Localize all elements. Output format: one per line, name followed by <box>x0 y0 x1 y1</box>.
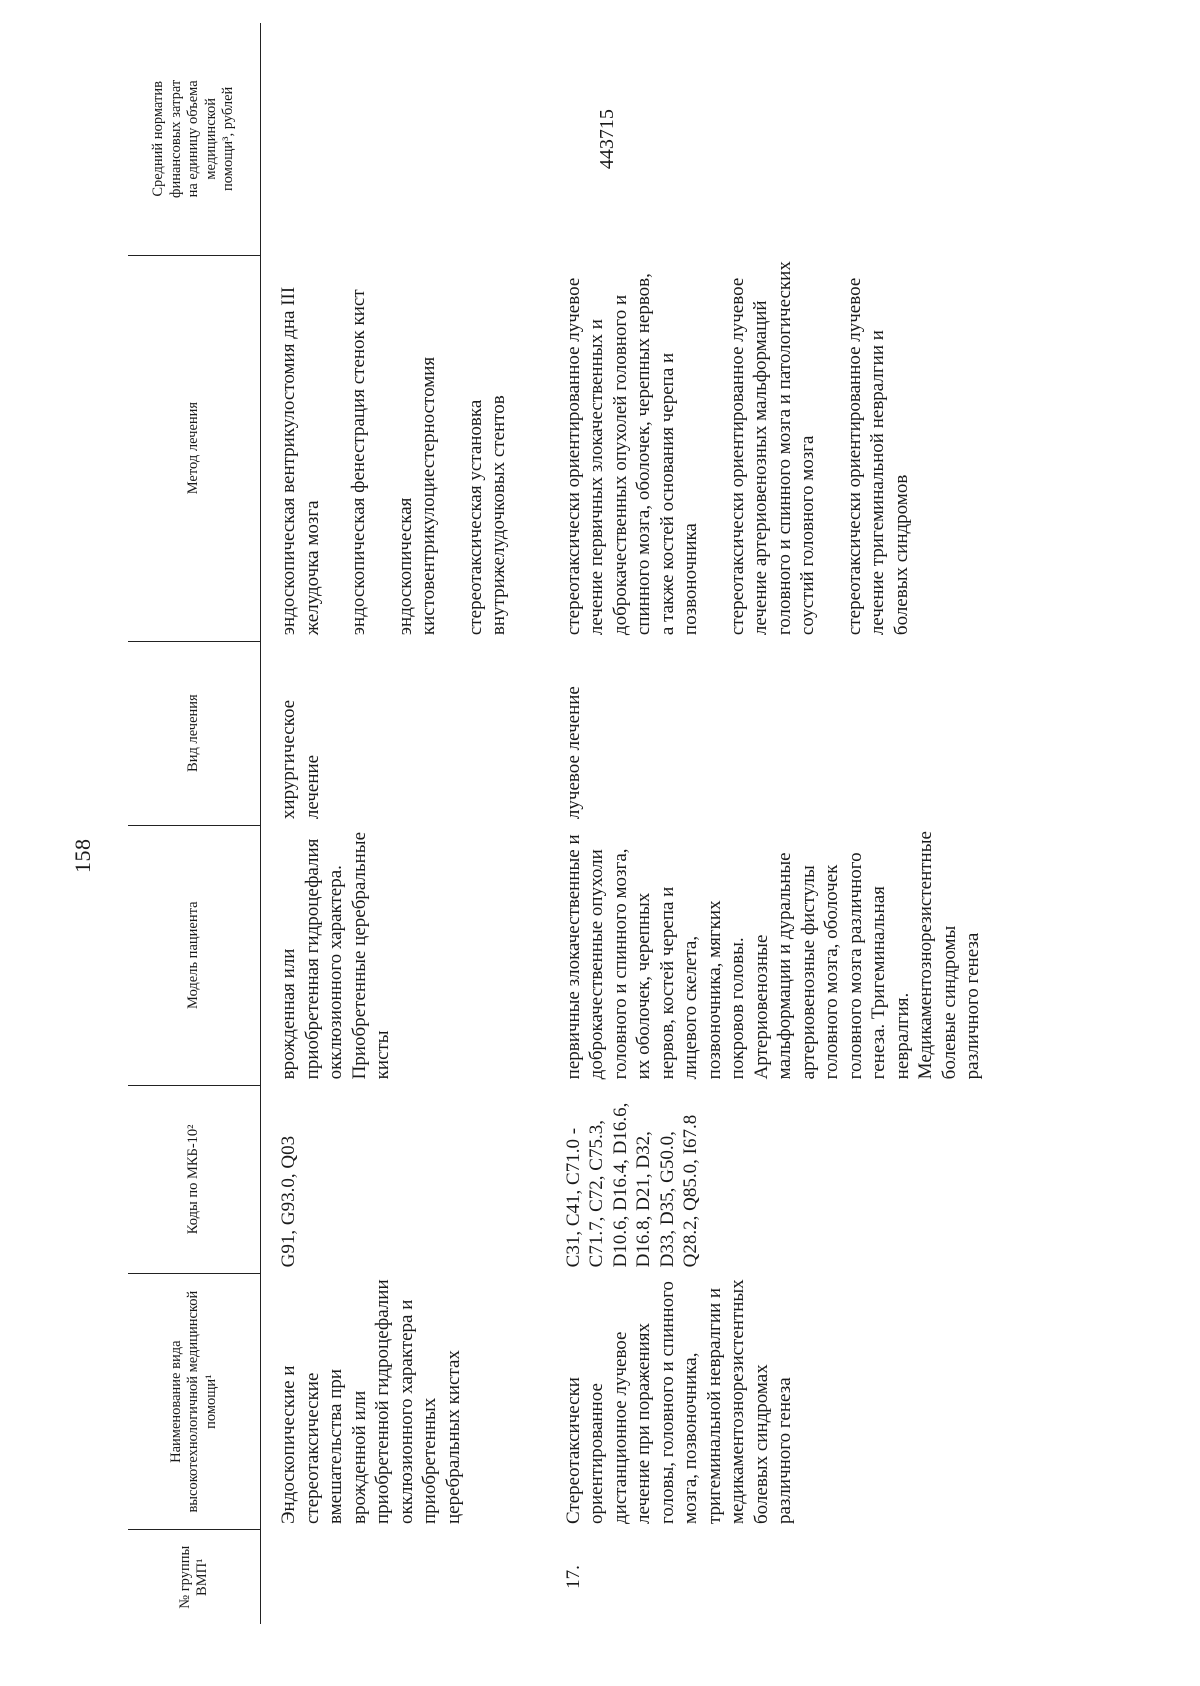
vmp-table <box>128 23 985 1624</box>
group-number: 17. <box>562 1565 584 1589</box>
table-row <box>261 23 556 1624</box>
header-codes: Коды по МКБ-10² <box>128 1085 261 1273</box>
method-item: эндоскопическая фенестрация стенок кист <box>348 289 369 636</box>
treatment-methods <box>556 255 985 641</box>
treatment-type: хирургическое лечение <box>278 699 323 820</box>
cost-value: 443715 <box>595 109 618 170</box>
method-item: стереотаксически ориентированное лучевое лечение тригеминальной невралгии и болевых синдромов <box>843 277 912 636</box>
treatment-methods <box>261 255 556 641</box>
patient-model: первичные злокачественные и доброкачественные опухоли головного и спинного мозга, их оболочек, черепных нервов, костей черепа и лицевого скелета, позвоночника, мягких покровов головы. Артериовенозные мальформации и дуральные артериовенозные фистулы головного мозга, оболочек головного мозга различного генеза. Тригеминальная невралгия. Медикаментознорезистентные болевые синдромы различного генеза <box>562 831 983 1080</box>
header-cost: Средний норматив финансовых затрат на единицу объема медицинской помощи³, рублей <box>128 23 261 255</box>
icd-codes: C31, C41, C71.0 - C71.7, C72, C75.3, D10.6, D16.4, D16.6, D16.8, D21, D32, D33, D35, G50.0, Q28.2, Q85.0, I67.8 <box>562 1102 701 1268</box>
method-item: стереотаксическая установка внутрижелудочковых стентов <box>464 395 509 636</box>
header-name: Наименование вида высокотехнологичной медицинской помощи¹ <box>128 1273 261 1530</box>
table-header-row <box>128 23 261 1624</box>
icd-codes: G91, G93.0, Q03 <box>278 1135 299 1268</box>
patient-model: врожденная или приобретенная гидроцефалия окклюзионного характера. Приобретенные церебральные кисты <box>278 832 393 1080</box>
method-item: эндоскопическая кистовентрикулоциестерностомия <box>394 356 439 636</box>
cost-value <box>261 23 556 255</box>
header-method: Метод лечения <box>128 255 261 641</box>
vmp-name: Эндоскопические и стереотаксические вмешательства при врожденной или приобретенной гидроцефалии окклюзионного характера и приобретенных церебральных кистах <box>278 1279 464 1524</box>
group-number <box>261 1530 556 1624</box>
header-type: Вид лечения <box>128 641 261 825</box>
method-item: стереотаксически ориентированное лучевое лечение первичных злокачественных и доброкачественных опухолей головного и спинного мозга, оболочек, черепных нервов, а также костей основания черепа и позвоночника <box>562 273 701 636</box>
vmp-name: Стереотаксически ориентированное дистанционное лучевое лечение при поражениях головы, головного и спинного мозга, позвоночника, тригеминальной невралгии и медикаментознорезистентных болевых синдромах различного генеза <box>562 1279 795 1524</box>
header-model: Модель пациента <box>128 825 261 1085</box>
table-row <box>556 23 985 1624</box>
page-number: 158 <box>70 838 95 873</box>
method-item: эндоскопическая вентрикулостомия дна III желудочка мозга <box>278 286 323 636</box>
method-item: стереотаксически ориентированное лучевое лечение артериовенозных мальформаций головного и спинного мозга и патологических соустий головного мозга <box>726 261 818 636</box>
header-group: № группы ВМП¹ <box>128 1530 261 1624</box>
treatment-type: лучевое лечение <box>562 686 584 820</box>
